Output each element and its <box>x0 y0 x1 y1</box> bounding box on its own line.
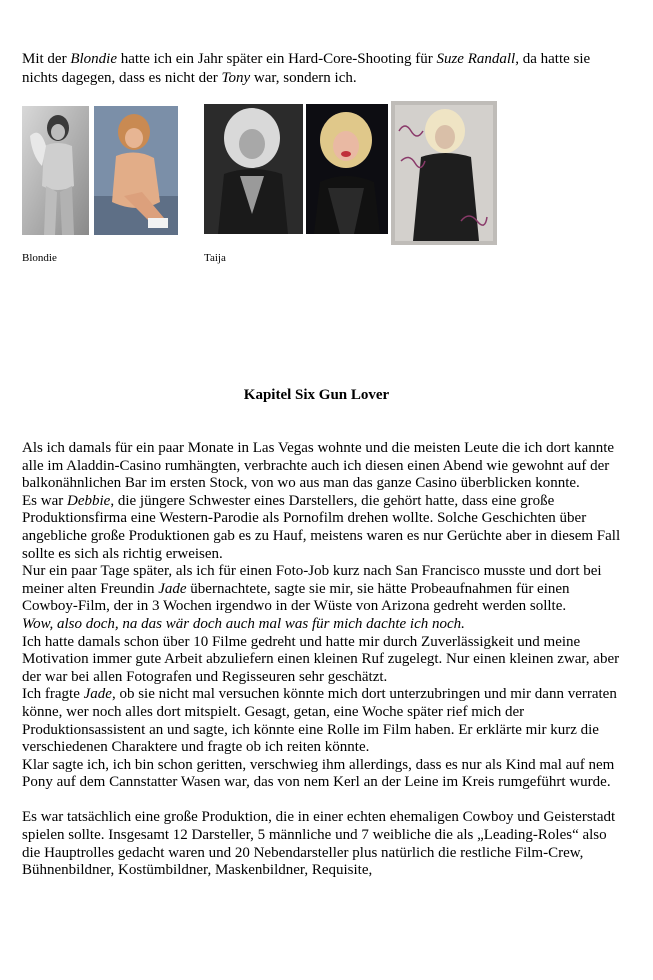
intro-name-suze-randall: Suze Randall <box>436 51 516 67</box>
paragraph: Als ich damals für ein paar Monate in Las Vegas wohnte und die meisten Leute die ich dort kannte alle im Aladdin-Casino rumhängten, verbrachte auch ich diesen einen Abend wie gewohnt auf der balkonähnlichen Bar im ersten Stock, von wo aus man das ganze Casino überblicken konnte. <box>22 440 615 492</box>
paragraph-gap <box>22 792 622 810</box>
photo-blondie-color[interactable] <box>94 106 178 235</box>
photo-taija-bw[interactable] <box>204 104 303 234</box>
intro-name-blondie: Blondie <box>70 51 117 67</box>
photo-taija-color[interactable] <box>306 104 388 234</box>
chapter-title: Kapitel Six Gun Lover <box>243 387 390 403</box>
intro-name-tony: Tony <box>221 70 251 86</box>
intro-text: Mit der <box>22 51 71 67</box>
paragraph: Ich hatte damals schon über 10 Filme gedreht und hatte mir durch Zuverlässigkeit und meine Motivation immer gute Arbeit abzuliefern einen kleinen Ruf zugelegt. Nur einen kleinen zwar, aber der war bei allen Fotografen und Regisseuren sehr geschätzt. <box>22 633 620 685</box>
name-jade: Jade <box>83 686 112 703</box>
caption-taija: Taija <box>204 252 226 264</box>
name-debbie: Debbie <box>67 492 111 509</box>
paragraph: Es war Debbie, die jüngere Schwester eines Darstellers, die gehört hatte, dass eine große Produktionsfirma eine Western-Parodie als Pornofilm drehen wollte. Solche Geschichten über angebliche große Produktionen gab es zu Hauf, meistens waren es nur Gerüchte aber in diesem Fall sollte es sich als richtig erweisen. <box>22 492 621 562</box>
paragraph: Nur ein paar Tage später, als ich für einen Foto-Job kurz nach San Francisco musste und dort bei meiner alten Freundin Jade übernachtete, sagte sie mir, sie hätte Probeaufnahmen für einen Cowboy-Film, der in 3 Wochen irgendwo in der Wüste von Arizona gedreht werden sollte. <box>22 563 602 615</box>
paragraph: Ich fragte Jade, ob sie nicht mal versuchen könnte mich dort unterzubringen und mir dann verraten könne, wer noch alles dort mitspielt. Gesagt, getan, eine Woche später rief mich der Produktionsassistent an und sagte, ich könnte eine Rolle im Film haben. Er erklärte mir kurz die verschiedenen Charaktere und fragte ob ich reiten könnte. <box>22 686 617 756</box>
name-jade: Jade <box>158 580 187 597</box>
chapter-body <box>22 440 622 880</box>
paragraph: Klar sagte ich, ich bin schon geritten, verschwieg ihm allerdings, dass es nur als Kind mal auf nem Pony auf dem Cannstatter Wasen war, das von nem Kerl an der Leine im Kreis rumgeführt wurde. <box>22 756 615 791</box>
paragraph-thought: Wow, also doch, na das wär doch auch mal was für mich dachte ich noch. <box>22 615 465 632</box>
photo-taija-signed[interactable] <box>391 101 497 245</box>
caption-blondie: Blondie <box>22 252 57 264</box>
intro-text: , da hatte sie nichts dagegen, dass es nicht der <box>22 51 591 86</box>
photo-blondie-bw[interactable] <box>22 106 89 235</box>
intro-text: war, sondern ich. <box>250 70 357 86</box>
paragraph: Es war tatsächlich eine große Produktion, die in einer echten ehemaligen Cowboy und Geisterstadt spielen sollte. Insgesamt 12 Darsteller, 5 männliche und 7 weibliche die als „Leading-Roles“ also die Hauptrolles gedacht waren und 20 Nebendarsteller plus natürlich die restliche Film-Crew, Bühnenbildner, Kostümbildner, Maskenbildner, Requisite, <box>22 809 616 879</box>
intro-paragraph <box>22 50 622 88</box>
intro-text: hatte ich ein Jahr später ein Hard-Core-Shooting für <box>116 51 437 67</box>
